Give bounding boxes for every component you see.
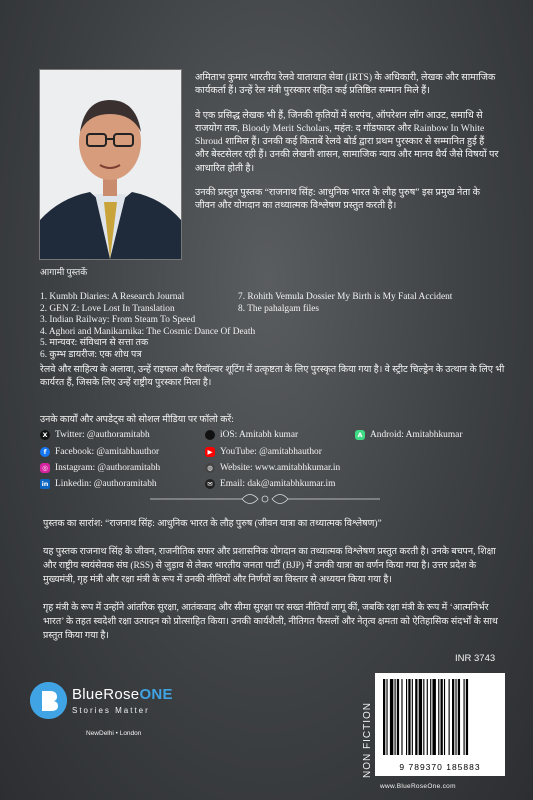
upcoming-books-left (40, 292, 255, 362)
bio-paragraph-1: अमिताभ कुमार भारतीय रेलवे यातायात सेवा (IRTS) के अधिकारी, लेखक और सामाजिक कार्यकर्ता हैं। उन्हें रेल मंत्री पुरस्कार सहित कई प्रतिष्ठित सम्मान मिले हैं। (195, 72, 496, 97)
website-link[interactable]: ◍ Website: www.amitabhkumar.in (205, 463, 340, 473)
social-intro: उनके कार्यों और अपडेट्स को सोशल मीडिया पर फॉलो करें: (40, 415, 234, 425)
barcode-bar (438, 679, 439, 755)
bio-paragraph-2: वे एक प्रसिद्ध लेखक भी हैं, जिनकी कृतियों में सरपंच, ऑपरेशन लॉग आउट, समाधि से राजयोग तक, Bloody Merit Scholars, महंत: द गॉडफादर और Rainbow In White Shroud शामिल हैं। उनकी कई किताबें रेलवे बोर्ड द्वारा प्रथम पुरस्कार से सम्मानित हुई हैं और बेस्टसेलर रही हैं। उनकी लेखनी शासन, सामाजिक न्याय और मानव धैर्य जैसे विषयों पर आधारित होती है। (195, 109, 499, 174)
android-link[interactable]: A Android: Amitabhkumar (355, 430, 462, 440)
barcode-bar (452, 679, 454, 755)
publisher-cities: NewDelhi • London (86, 730, 142, 737)
globe-icon: ◍ (205, 463, 215, 473)
summary-heading: पुस्तक का सारांश: “राजनाथ सिंह: आधुनिक भारत के लौह पुरुष (जीवन यात्रा का तथ्यात्मक विश्लेषण)” (43, 519, 382, 529)
twitter-link[interactable]: X Twitter: @authoramitabh (40, 430, 150, 440)
isbn-barcode (375, 673, 505, 776)
awards-paragraph: रेलवे और साहित्य के अलावा, उन्हें राइफल और रिवॉल्वर शूटिंग में उत्कृष्टता के लिए पुरस्कृत किया गया है। वे स्ट्रीट चिल्ड्रेन के उत्थान के लिए भी कार्यरत हैं, जिसके लिए उन्हें राष्ट्रीय पुरस्कार मिला है। (40, 365, 505, 388)
barcode-bar (430, 679, 431, 755)
barcode-bar (423, 679, 424, 755)
barcode-bar (458, 679, 460, 755)
book-item: 5. मान्यवर: संविधान से सत्ता तक (40, 338, 149, 349)
email-link[interactable]: ✉ Email: dak@amitabhkumar.im (205, 479, 335, 489)
book-item: 6. कुम्भ डायरीज: एक शोध पत्र (40, 349, 142, 360)
barcode-bar (444, 679, 445, 755)
category-label: NON FICTION (362, 702, 373, 778)
facebook-link[interactable]: f Facebook: @amitabhauthor (40, 447, 159, 457)
ios-link[interactable]: iOS: Amitabh kumar (205, 430, 298, 440)
twitter-x-icon: X (40, 430, 50, 440)
barcode-bar (395, 679, 396, 755)
instagram-icon: ◎ (40, 463, 50, 473)
barcode-bar (415, 679, 417, 755)
author-bio (195, 71, 499, 224)
bio-paragraph-3: उनकी प्रस्तुत पुस्तक “राजनाथ सिंह: आधुनिक भारत के लौह पुरुष” इस प्रमुख नेता के जीवन और योगदान का तथ्यात्मक विश्लेषण प्रस्तुत करती है। (195, 187, 481, 212)
upcoming-books-right (238, 292, 452, 315)
barcode-bar (466, 679, 468, 755)
barcode-bar (383, 679, 385, 755)
email-icon: ✉ (205, 479, 215, 489)
barcode-bar (464, 679, 465, 755)
instagram-link[interactable]: ◎ Instagram: @authoramitabh (40, 463, 160, 473)
book-item: 2. GEN Z: Love Lost In Translation (40, 303, 175, 314)
barcode-bar (449, 679, 450, 755)
publisher-website[interactable]: www.BlueRoseOne.com (380, 783, 456, 790)
youtube-icon: ▶ (205, 447, 215, 457)
summary-paragraph-2: गृह मंत्री के रूप में उन्होंने आंतरिक सुरक्षा, आतंकवाद और सीमा सुरक्षा पर सख्त नीतियाँ लागू कीं, जबकि रक्षा मंत्री के रूप में ‘आत्मनिर्भर भारत’ के तहत स्वदेशी रक्षा उत्पादन को प्रोत्साहित किया। उनकी कार्यशैली, नीतिगत फैसलों और नेतृत्व क्षमता को ऐतिहासिक संदर्भों के साथ प्रस्तुत किया गया है। (43, 603, 498, 642)
book-item: 1. Kumbh Diaries: A Research Journal (40, 292, 185, 302)
book-item: 8. The pahalgam files (238, 303, 320, 314)
book-item: 3. Indian Railway: From Steam To Speed (40, 315, 196, 326)
linkedin-link[interactable]: in Linkedin: @authoramitabh (41, 479, 157, 489)
summary-paragraph-1: यह पुस्तक राजनाथ सिंह के जीवन, राजनीतिक सफर और प्रशासनिक योगदान का तथ्यात्मक विश्लेषण प्रस्तुत करती है। उनके बचपन, शिक्षा और राष्ट्रीय स्वयंसेवक संघ (RSS) से जुड़ाव से लेकर भारतीय जनता पार्टी (BJP) में उनकी यात्रा का वर्णन किया गया है। उत्तर प्रदेश के मुख्यमंत्री, गृह मंत्री और रक्षा मंत्री के रूप में उनकी नीतियों और निर्णयों का विस्तार से अध्ययन किया गया है। (43, 547, 496, 586)
publisher-tagline: Stories Matter (72, 706, 150, 715)
barcode-bar (427, 679, 428, 755)
apple-icon (205, 430, 215, 440)
ornamental-divider (150, 488, 380, 510)
barcode-bar (412, 679, 413, 755)
facebook-icon: f (40, 447, 50, 457)
book-item: 4. Aghori and Manikarnika: The Cosmic Dance Of Death (40, 326, 256, 337)
barcode-bars (375, 673, 505, 759)
upcoming-books-title: आगामी पुस्तकें (40, 267, 88, 277)
barcode-bar (455, 679, 456, 755)
barcode-bar (386, 679, 387, 755)
publisher-name: BlueRoseONE (72, 686, 173, 703)
barcode-bar (408, 679, 410, 755)
price-label: INR 3743 (455, 653, 496, 664)
isbn-number: 9 789370 185883 (399, 762, 481, 772)
barcode-bar (397, 679, 399, 755)
barcode-bar (432, 679, 435, 755)
barcode-bar (401, 679, 402, 755)
youtube-link[interactable]: ▶ YouTube: @amitabhauthor (205, 447, 322, 457)
publisher-logo-icon (30, 682, 67, 719)
book-item: 7. Rohith Vemula Dossier My Birth is My Fatal Accident (238, 292, 453, 302)
author-photo (40, 70, 181, 259)
linkedin-icon: in (41, 480, 49, 488)
android-icon: A (355, 430, 365, 440)
barcode-bar (390, 679, 393, 755)
barcode-bar (441, 679, 443, 755)
barcode-bar (419, 679, 422, 755)
barcode-bar (406, 679, 407, 755)
